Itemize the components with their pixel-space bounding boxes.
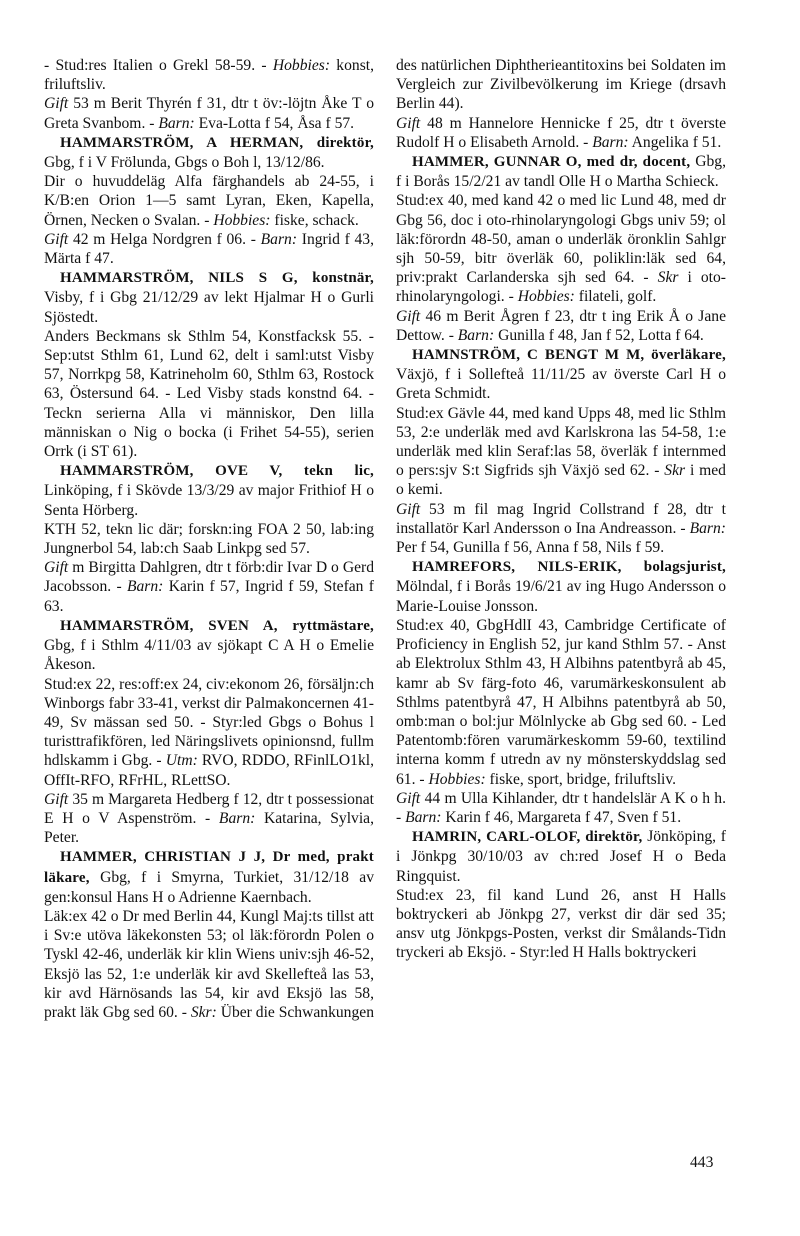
entry-paragraph bbox=[396, 56, 726, 114]
section-label: Hobbies: bbox=[428, 770, 486, 788]
entry-text: KTH 52, tekn lic där; forskn:ing FOA 2 50, lab:ing Jungnerbol 54, lab:ch Saab Linkpg sed 57. bbox=[44, 520, 374, 558]
right-column bbox=[396, 56, 726, 963]
biography-entry bbox=[396, 345, 726, 404]
entry-text: Gbg, f i Borås 15/2/21 av tandl Olle H o Martha Schieck. bbox=[396, 153, 726, 191]
biography-entry bbox=[44, 133, 374, 172]
entry-text: Über die Schwankungen bbox=[216, 1003, 374, 1021]
entry-paragraph bbox=[44, 172, 374, 230]
entry-text: Karin f 46, Margareta f 47, Sven f 51. bbox=[441, 808, 682, 826]
biography-entry bbox=[396, 827, 726, 886]
entry-text: konst, friluftsliv. bbox=[44, 57, 374, 94]
entry-headword: HAMREFORS, NILS-ERIK, bolagsjurist, bbox=[412, 559, 726, 576]
entry-text: Gbg, f i V Frölunda, Gbgs o Boh l, 13/12/86. bbox=[44, 154, 325, 172]
entry-text: Jönköping, f i Jönkpg 30/10/03 av ch:red Josef H o Beda Ringquist. bbox=[396, 828, 726, 885]
section-label: Skr: bbox=[190, 1003, 217, 1021]
entry-paragraph bbox=[396, 500, 726, 558]
section-label: Barn: bbox=[218, 809, 256, 827]
section-label: Barn: bbox=[457, 326, 495, 344]
entry-paragraph bbox=[44, 230, 374, 268]
entry-headword: HAMMARSTRÖM, OVE V, tekn lic, bbox=[60, 463, 374, 480]
entry-headword: HAMMARSTRÖM, SVEN A, ryttmästare, bbox=[60, 617, 374, 634]
entry-paragraph bbox=[396, 191, 726, 306]
entry-text: Ingrid f 43, Märta f 47. bbox=[44, 230, 374, 268]
entry-headword: HAMMER, GUNNAR O, med dr, docent, bbox=[412, 154, 691, 171]
entry-text: Stud:ex Gävle 44, med kand Upps 48, med lic Sthlm 53, 2:e underläk med avd Karlskrona las 54-58, 1:e underläk med klin Seraf:las 58, överläk f internmed o pers:sjv S:t Sigfrids sjh Växjö sed 62. - bbox=[396, 404, 726, 480]
entry-paragraph bbox=[44, 790, 374, 848]
section-label: Gift bbox=[396, 789, 421, 807]
biography-entry bbox=[44, 268, 374, 327]
entry-headword: HAMMER, CHRISTIAN J J, Dr med, prakt läkare, bbox=[44, 849, 374, 886]
entry-text: 42 m Helga Nordgren f 06. - bbox=[68, 230, 261, 248]
section-label: Gift bbox=[396, 307, 421, 325]
entry-paragraph bbox=[396, 886, 726, 963]
section-label: Gift bbox=[396, 114, 421, 132]
entry-text: Dir o huvuddeläg Alfa färghandels ab 24-55, i K/B:en Orion 1—5 samt Lyran, Eken, Kapella, Örnen, Necken o Svalan. - bbox=[44, 173, 374, 229]
section-label: Hobbies: bbox=[272, 57, 331, 74]
entry-paragraph bbox=[396, 404, 726, 500]
entry-paragraph bbox=[396, 789, 726, 827]
section-label: Barn: bbox=[260, 230, 298, 248]
biography-entry bbox=[44, 461, 374, 520]
entry-text: fiske, schack. bbox=[270, 211, 359, 229]
entry-text: Läk:ex 42 o Dr med Berlin 44, Kungl Maj:ts tillst att i Sv:e utöva läkekonsten 53; ol läk:förordn Polen o Tyskl 42-46, underläk kir klin Wiens univ:sjh 46-52, Eksjö las 52, 1:e underläk kir avd Skellefteå las 53, kir avd Härnösands las 54, kir avd Eksjö las 58, prakt läk Gbg sed 60. - bbox=[44, 907, 374, 1021]
entry-text: Stud:ex 22, res:off:ex 24, civ:ekonom 26, försäljn:ch Winborgs fabr 33-41, verkst dir Palmakoncernen 41-49, Sv mässan sed 50. - Styr:led Gbgs o Bohus l turisttrafikfören, led Näringslivets opinionsnd, fullm hdlskamm i Gbg. - bbox=[44, 675, 374, 770]
entry-paragraph bbox=[44, 520, 374, 558]
entry-text: Angelika f 51. bbox=[628, 133, 722, 151]
entry-text: Växjö, f i Sollefteå 11/11/25 av överste Carl H o Greta Schmidt. bbox=[396, 366, 726, 403]
entry-text: Linköping, f i Skövde 13/3/29 av major Frithiof H o Senta Hörberg. bbox=[44, 482, 374, 519]
section-label: Skr bbox=[657, 269, 679, 287]
left-column bbox=[44, 56, 374, 1022]
entry-paragraph bbox=[396, 114, 726, 152]
section-label: Gift bbox=[44, 559, 69, 577]
entry-text: 46 m Berit Ågren f 23, dtr t ing Erik Å o Jane Dettow. - bbox=[396, 307, 726, 344]
biography-entry bbox=[396, 152, 726, 191]
entry-text: Eva-Lotta f 54, Åsa f 57. bbox=[194, 114, 355, 132]
section-label: Barn: bbox=[126, 578, 164, 596]
entry-paragraph bbox=[44, 56, 374, 94]
entry-text: Visby, f i Gbg 21/12/29 av lekt Hjalmar H o Gurli Sjöstedt. bbox=[44, 289, 374, 326]
entry-text: Anders Beckmans sk Sthlm 54, Konstfacksk 55. - Sep:utst Sthlm 61, Lund 62, delt i saml:utst Visby 57, Norrkpg 58, Katrineholm 60, Sthlm 63, Rostock 63, Östersund 64. - Led Visby stads konstnd 64. - Teckn serierna Alla vi människor, Den lilla människan o Nig o bocka (i Frihet 54-55), serien Orrk (i ST 61). bbox=[44, 327, 374, 461]
section-label: Skr bbox=[664, 462, 686, 480]
entry-text: 44 m Ulla Kihlander, dtr t handelslär A K o h h. - bbox=[396, 789, 726, 826]
biography-entry bbox=[44, 847, 374, 907]
entry-text: 48 m Hannelore Hennicke f 25, dtr t överste Rudolf H o Elisabeth Arnold. - bbox=[396, 114, 726, 151]
entry-paragraph bbox=[44, 327, 374, 461]
page-number: 443 bbox=[690, 1154, 714, 1171]
entry-paragraph bbox=[44, 675, 374, 790]
entry-text: 53 m fil mag Ingrid Collstrand f 28, dtr t installatör Karl Andersson o Ina Andreasson. - bbox=[396, 500, 726, 537]
section-label: Barn: bbox=[158, 114, 195, 132]
section-label: Barn: bbox=[689, 519, 726, 537]
entry-text: Gbg, f i Sthlm 4/11/03 av sjökapt C A H o Emelie Åkeson. bbox=[44, 637, 374, 674]
entry-headword: HAMMARSTRÖM, NILS S G, konstnär, bbox=[60, 270, 374, 287]
entry-paragraph bbox=[396, 307, 726, 345]
entry-text: Gunilla f 48, Jan f 52, Lotta f 64. bbox=[494, 326, 704, 344]
entry-paragraph bbox=[44, 94, 374, 132]
entry-text: Mölndal, f i Borås 19/6/21 av ing Hugo Andersson o Marie-Louise Jonsson. bbox=[396, 578, 726, 615]
section-label: Barn: bbox=[592, 133, 629, 151]
entry-text: Stud:ex 40, GbgHdlI 43, Cambridge Certificate of Proficiency in English 52, jur kand Sthlm 57. - Anst ab Elektrolux Sthlm 43, H Albihns patentbyrå ab 45, kamr ab Sv färg-foto 46, varumärkeskonsulent ab Sthlms patentbyrå 47, H Albihns patentbyrå ab 50, omb:man o bol:jur Mölnlycke ab Gbg sed 60. - Led Patentomb:fören varumärkeskomm 59-60, textilind interna komm f utredn av ny mönsterskyddslag sed 61. - bbox=[396, 616, 726, 788]
entry-text: filateli, golf. bbox=[574, 288, 657, 306]
entry-headword: HAMRIN, CARL-OLOF, direktör, bbox=[412, 829, 643, 846]
entry-paragraph bbox=[44, 558, 374, 616]
entry-text: i oto-rhinolaryngologi. - bbox=[396, 269, 726, 306]
entry-paragraph bbox=[396, 616, 726, 789]
entry-text: 35 m Margareta Hedberg f 12, dtr t possessionat E H o V Aspenström. - bbox=[44, 790, 374, 827]
entry-text: Katarina, Sylvia, Peter. bbox=[44, 809, 374, 847]
section-label: Gift bbox=[44, 230, 69, 248]
entry-text: i med o kemi. bbox=[396, 462, 726, 499]
entry-text: des natürlichen Diphtherieantitoxins bei Soldaten im Vergleich zur Zivilbevölkerung im Kriege (drsavh Berlin 44). bbox=[396, 57, 726, 113]
section-label: Hobbies: bbox=[213, 211, 271, 229]
entry-text: 53 m Berit Thyrén f 31, dtr t öv:-löjtn Åke T o Greta Svanbom. - bbox=[44, 95, 374, 132]
entry-text: Stud:ex 23, fil kand Lund 26, anst H Halls boktryckeri ab Jönkpg 27, verkst dir där sed 35; ansv utg Jönkpgs-Posten, verkst dir Smålands-Tidn tryckeri ab Eksjö. - Styr:led H Halls boktryckeri bbox=[396, 886, 726, 962]
section-label: Gift bbox=[44, 790, 69, 808]
entry-headword: HAMMARSTRÖM, A HERMAN, direktör, bbox=[60, 134, 374, 151]
biography-entry bbox=[44, 616, 374, 675]
biography-entry bbox=[396, 557, 726, 616]
entry-text: RVO, RDDO, RFinlLO1kl, OffIt-RFO, RFrHL, RLettSO. bbox=[44, 752, 374, 789]
entry-text: Stud:ex 40, med kand 42 o med lic Lund 48, med dr Gbg 56, doc i oto-rhinolaryngologi Gbgs univ 59; ol läk:förordn 48-50, aman o underläk öronklin Sahlgr sjh 50-59, bitr överläk 60, poliklin:läk sed 64, priv:prakt Carlanderska sjh sed 64. - bbox=[396, 192, 726, 287]
entry-paragraph bbox=[44, 907, 374, 1022]
section-label: Hobbies: bbox=[517, 288, 575, 306]
entry-text: - Stud:res Italien o Grekl 58-59. - bbox=[44, 57, 273, 74]
section-label: Gift bbox=[396, 500, 421, 518]
section-label: Gift bbox=[44, 95, 69, 113]
entry-text: Per f 54, Gunilla f 56, Anna f 58, Nils f 59. bbox=[396, 539, 665, 557]
entry-headword: HAMNSTRÖM, C BENGT M M, överläkare, bbox=[412, 347, 726, 364]
entry-text: m Birgitta Dahlgren, dtr t förb:dir Ivar D o Gerd Jacobsson. - bbox=[44, 559, 374, 596]
entry-text: Gbg, f i Smyrna, Turkiet, 31/12/18 av gen:konsul Hans H o Adrienne Kaernbach. bbox=[44, 868, 374, 906]
section-label: Utm: bbox=[165, 752, 198, 770]
entry-text: fiske, sport, bridge, friluftsliv. bbox=[485, 770, 677, 788]
entry-text: Karin f 57, Ingrid f 59, Stefan f 63. bbox=[44, 578, 375, 615]
section-label: Barn: bbox=[405, 808, 442, 826]
